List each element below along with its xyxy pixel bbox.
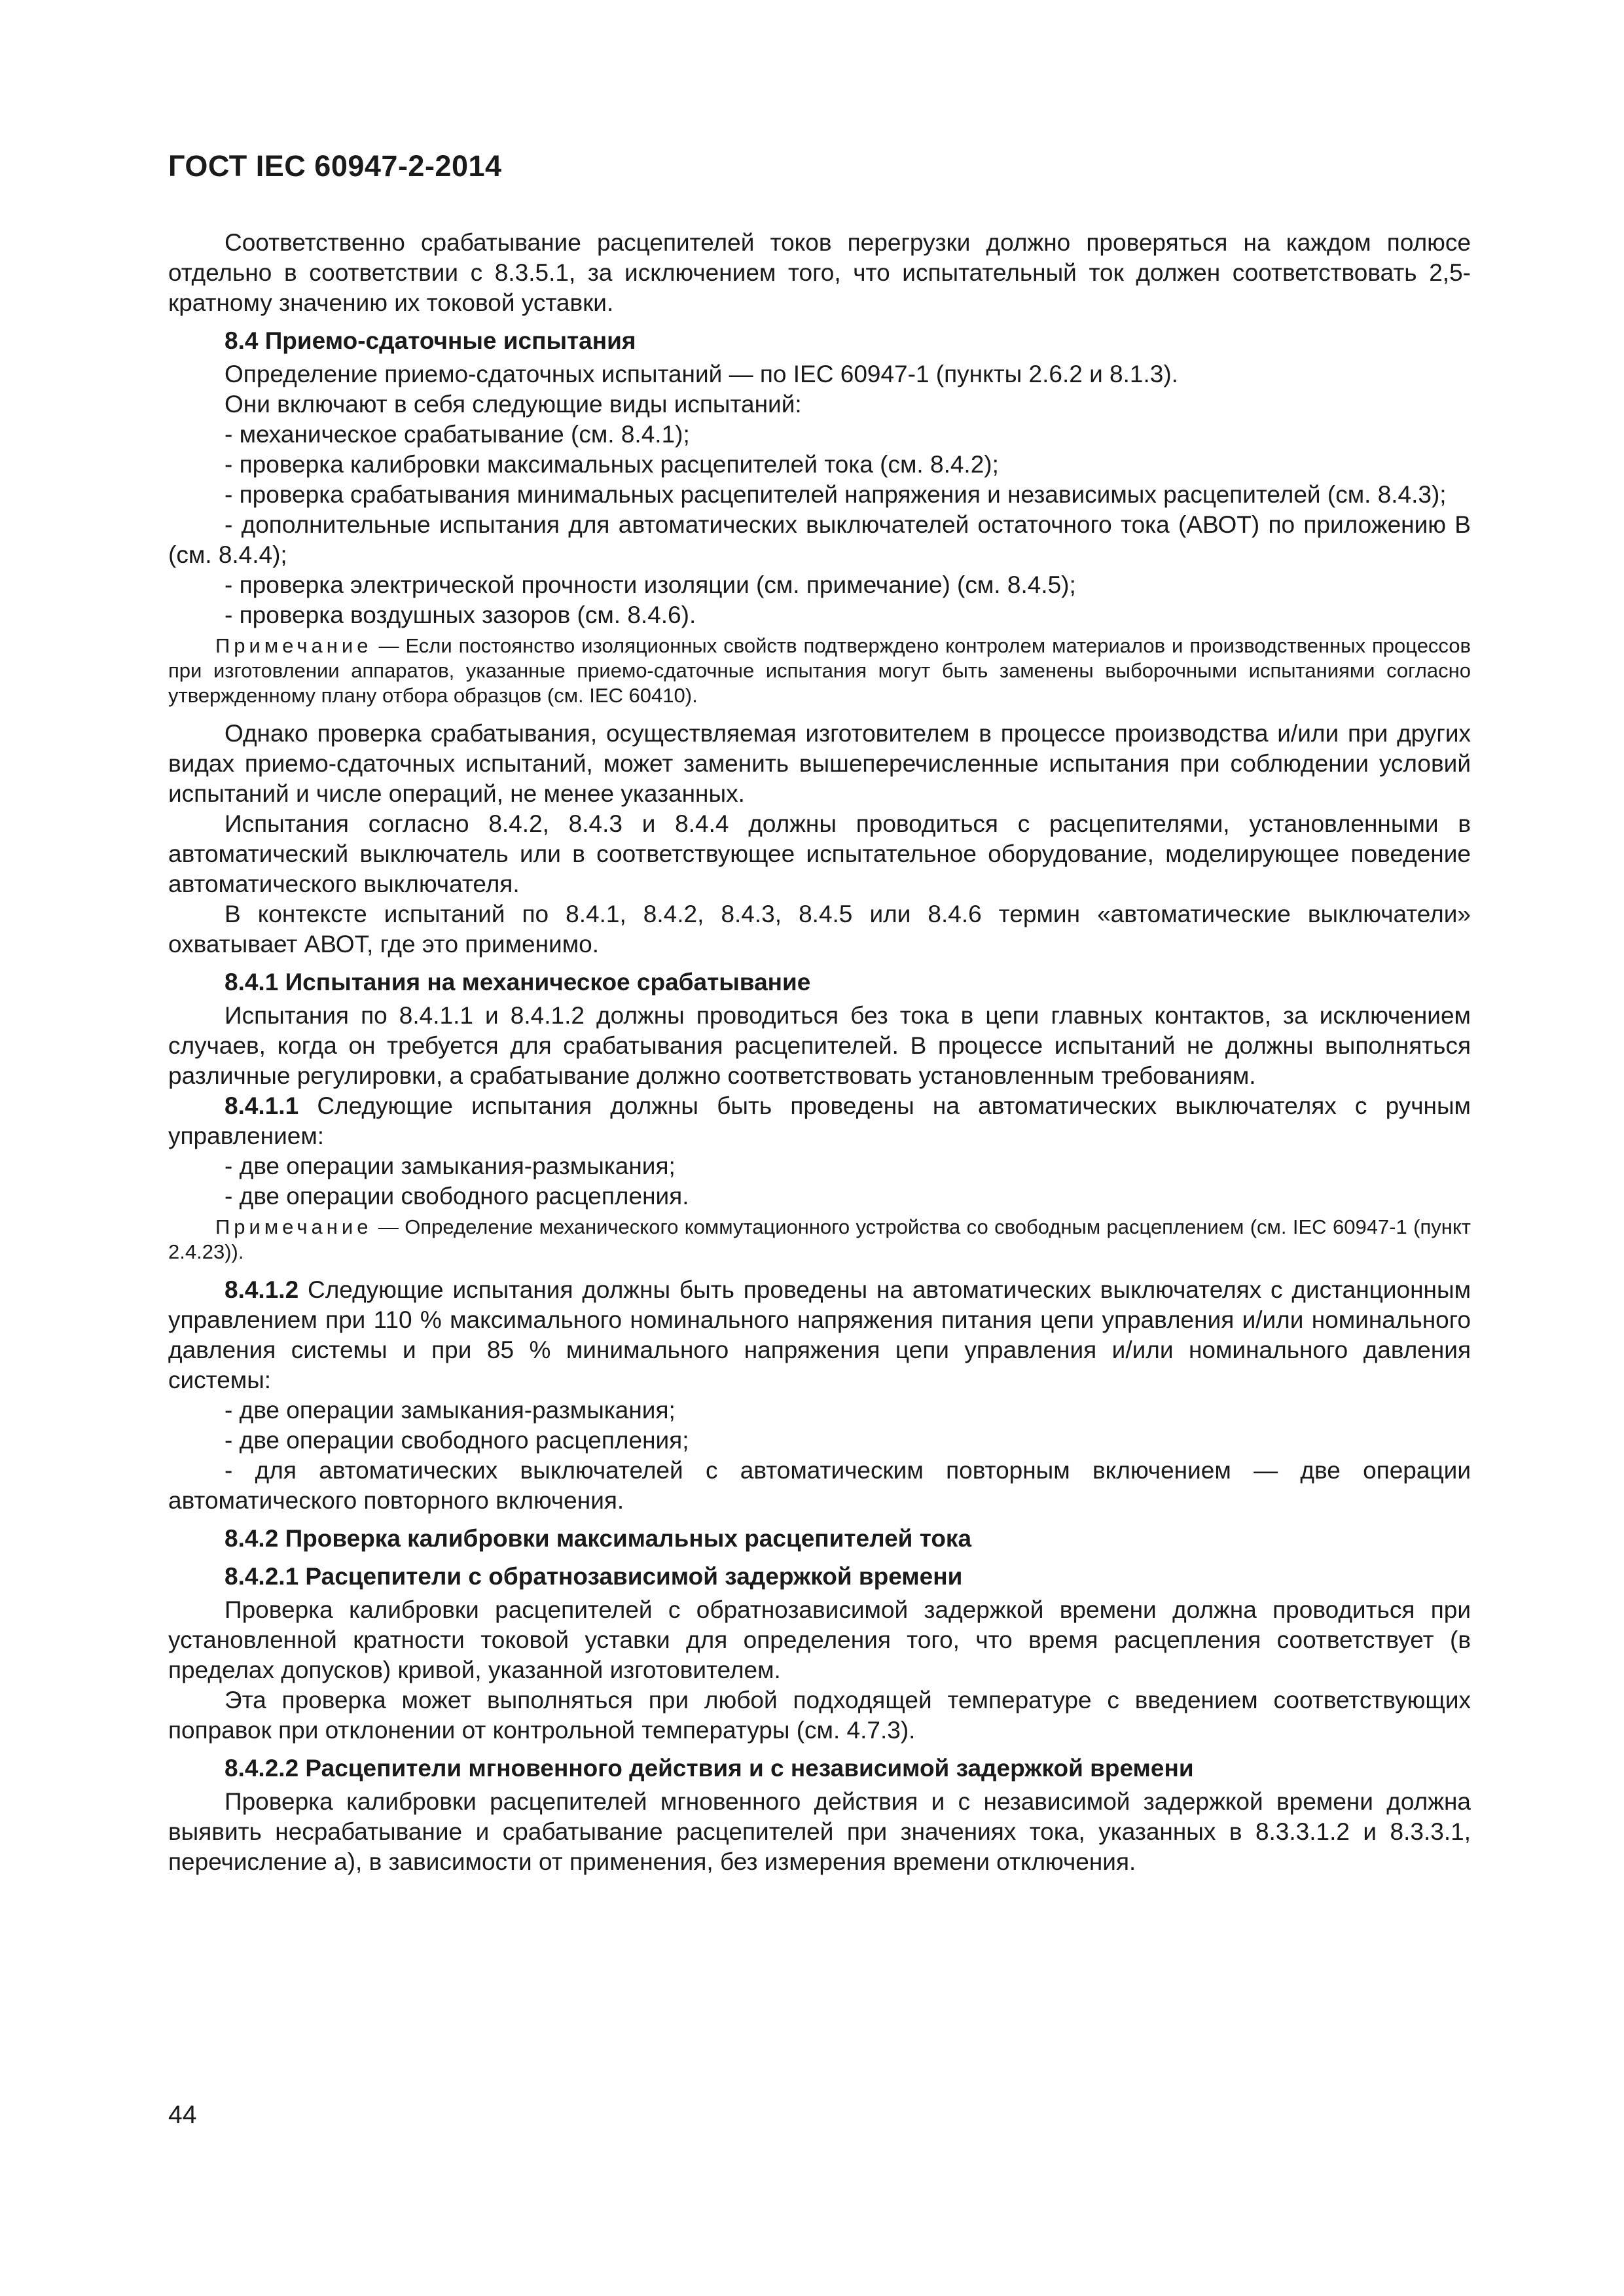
paragraph: Однако проверка срабатывания, осуществляемая изготовителем в процессе производства и/или при других видах приемо-сдаточных испытаний, может заменить вышеперечисленные испытания при соблюдении условий испытаний и числе операций, не менее указанных. bbox=[168, 720, 1471, 807]
paragraph: Эта проверка может выполняться при любой подходящей температуре с введением соответствующих поправок при отклонении от контрольной температуры (см. 4.7.3). bbox=[168, 1687, 1471, 1744]
section-heading-8-4: 8.4 Приемо-сдаточные испытания bbox=[225, 327, 636, 354]
note-label: Примечание bbox=[215, 634, 372, 657]
document-body bbox=[168, 228, 1471, 1877]
note-label: Примечание bbox=[215, 1215, 372, 1238]
paragraph: Определение приемо-сдаточных испытаний — по IEC 60947-1 (пункты 2.6.2 и 8.1.3). bbox=[225, 361, 1178, 387]
list-item: - проверка воздушных зазоров (см. 8.4.6). bbox=[225, 601, 696, 628]
clause-text: Следующие испытания должны быть проведены на автоматических выключателях с дистанционным управлением при 110 % максимального номинального напряжения питания цепи управления и/или номинального давления системы и при 85 % минимального напряжения цепи управления и/или номинального давления системы: bbox=[168, 1276, 1471, 1393]
paragraph: Проверка калибровки расцепителей мгновенного действия и с независимой задержкой времени должна выявить несрабатывание и срабатывание расцепителей при значениях тока, указанных в 8.3.3.1.2 и 8.3.3.1, перечисление а), в зависимости от применения, без измерения времени отключения. bbox=[168, 1788, 1471, 1875]
paragraph: Испытания по 8.4.1.1 и 8.4.1.2 должны проводиться без тока в цепи главных контактов, за исключением случаев, когда он требуется для срабатывания расцепителей. В процессе испытаний не должны выполняться различные регулировки, а срабатывание должно соответствовать установленным требованиям. bbox=[168, 1002, 1471, 1089]
list-item: - для автоматических выключателей с автоматическим повторным включением — две операции автоматического повторного включения. bbox=[168, 1457, 1471, 1514]
paragraph bbox=[168, 1275, 1471, 1395]
paragraph: В контексте испытаний по 8.4.1, 8.4.2, 8.4.3, 8.4.5 или 8.4.6 термин «автоматические выключатели» охватывает АВОТ, где это применимо. bbox=[168, 901, 1471, 958]
page-number: 44 bbox=[168, 2101, 197, 2129]
document-code-header: ГОСТ IEC 60947-2-2014 bbox=[168, 149, 502, 183]
list-item: - две операции замыкания-размыкания; bbox=[225, 1153, 676, 1179]
paragraph: Они включают в себя следующие виды испытаний: bbox=[225, 391, 802, 418]
section-heading-8-4-2-1: 8.4.2.1 Расцепители с обратнозависимой задержкой времени bbox=[225, 1563, 963, 1590]
section-heading-8-4-2-2: 8.4.2.2 Расцепители мгновенного действия и с независимой задержкой времени bbox=[225, 1755, 1194, 1782]
paragraph: Проверка калибровки расцепителей с обратнозависимой задержкой времени должна проводиться при установленной кратности токовой уставки для определения того, что время расцепления соответствует (в пределах допусков) кривой, указанной изготовителем. bbox=[168, 1596, 1471, 1683]
note-text: — Определение механического коммутационного устройства со свободным расцеплением (см. IEC 60947-1 (пункт 2.4.23)). bbox=[168, 1215, 1471, 1263]
paragraph: Соответственно срабатывание расцепителей токов перегрузки должно проверяться на каждом полюсе отдельно в соответствии с 8.3.5.1, за исключением того, что испытательный ток должен соответствовать 2,5-кратному значению их токовой уставки. bbox=[168, 229, 1471, 316]
clause-text: Следующие испытания должны быть проведены на автоматических выключателях с ручным управлением: bbox=[168, 1092, 1471, 1149]
clause-number: 8.4.1.2 bbox=[225, 1276, 299, 1303]
note bbox=[168, 1215, 1471, 1265]
list-item: - проверка электрической прочности изоляции (см. примечание) (см. 8.4.5); bbox=[225, 571, 1076, 598]
list-item: - две операции замыкания-размыкания; bbox=[225, 1397, 676, 1424]
list-item: - механическое срабатывание (см. 8.4.1); bbox=[225, 421, 690, 448]
list-item: - две операции свободного расцепления. bbox=[225, 1183, 689, 1210]
section-heading-8-4-1: 8.4.1 Испытания на механическое срабатывание bbox=[225, 969, 811, 996]
section-heading-8-4-2: 8.4.2 Проверка калибровки максимальных расцепителей тока bbox=[225, 1525, 972, 1552]
list-item: - дополнительные испытания для автоматических выключателей остаточного тока (АВОТ) по приложению В (см. 8.4.4); bbox=[168, 511, 1471, 568]
list-item: - две операции свободного расцепления; bbox=[225, 1427, 689, 1454]
paragraph: Испытания согласно 8.4.2, 8.4.3 и 8.4.4 должны проводиться с расцепителями, установленными в автоматический выключатель или в соответствующее испытательное оборудование, моделирующее поведение автоматического выключателя. bbox=[168, 810, 1471, 897]
note bbox=[168, 634, 1471, 708]
clause-number: 8.4.1.1 bbox=[225, 1092, 299, 1119]
list-item: - проверка калибровки максимальных расцепителей тока (см. 8.4.2); bbox=[225, 451, 999, 478]
note-text: — Если постоянство изоляционных свойств подтверждено контролем материалов и производственных процессов при изготовлении аппаратов, указанные приемо-сдаточные испытания могут быть заменены выборочными испытаниями согласно утвержденному плану отбора образцов (см. IEC 60410). bbox=[168, 634, 1471, 707]
list-item: - проверка срабатывания минимальных расцепителей напряжения и независимых расцепителей (см. 8.4.3); bbox=[225, 481, 1447, 508]
paragraph bbox=[168, 1091, 1471, 1151]
